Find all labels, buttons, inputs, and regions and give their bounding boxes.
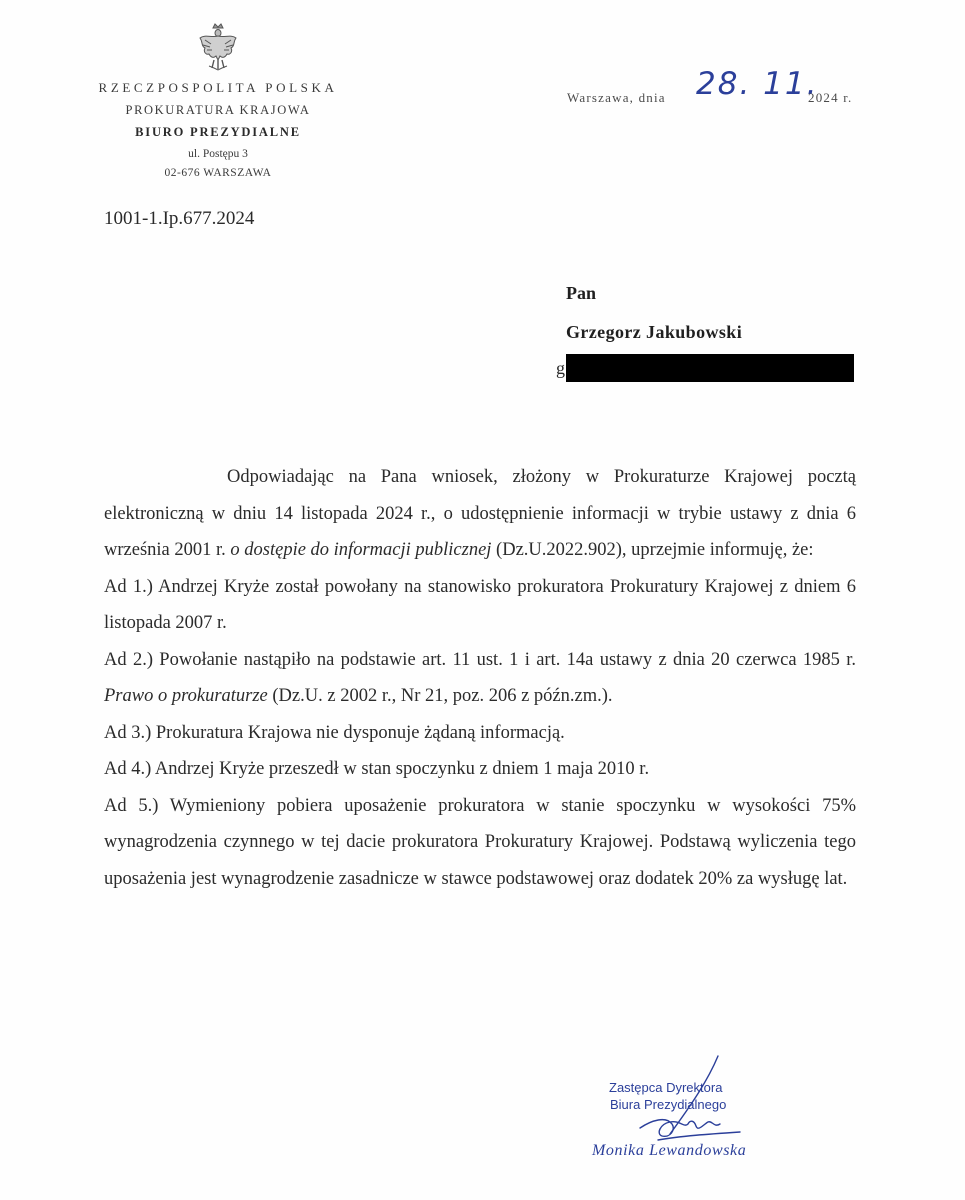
header-country: RZECZPOSPOLITA POLSKA — [98, 80, 338, 95]
recipient-title: Pan — [566, 283, 597, 303]
act-title: o dostępie do informacji publicznej — [230, 540, 492, 560]
recipient-email-fragment: g — [556, 358, 565, 378]
recipient-name: Grzegorz Jakubowski — [566, 322, 743, 342]
header-postcode-city: 02-676 WARSZAWA — [164, 167, 272, 179]
answer-1: Ad 1.) Andrzej Kryże został powołany na stanowisko prokuratora Prokuratury Krajowej z dniem 6 listopada 2007 r. — [104, 576, 856, 633]
stamp-position-line2: Biura Prezydialnego — [610, 1097, 727, 1112]
answer-2: Ad 2.) Powołanie nastąpiło na podstawie art. 11 ust. 1 i art. 14a ustawy z dnia 20 czerwca 1985 r. Prawo o prokuraturze (Dz.U. z 2002 r., Nr 21, poz. 206 z późn.zm.). — [104, 649, 856, 706]
stamp-position-line1: Zastępca Dyrektora — [609, 1080, 723, 1095]
header-office: BIURO PREZYDIALNE — [135, 125, 301, 139]
redaction-bar — [566, 354, 854, 382]
reference-number: 1001-1.Ip.677.2024 — [104, 208, 255, 229]
law-title: Prawo o prokuraturze — [104, 686, 268, 706]
white-eagle-emblem-icon — [197, 22, 239, 72]
header-street: ul. Postępu 3 — [188, 148, 248, 160]
intro-paragraph: Odpowiadając na Pana wniosek, złożony w Prokuraturze Krajowej pocztą elektroniczną w dniu 14 listopada 2024 r., o udostępnienie informacji w trybie ustawy z dnia 6 września 2001 r. o dostępie do informacji publicznej (Dz.U.2022.902), uprzejmie informuję, że: — [104, 467, 856, 560]
letter-body — [104, 459, 856, 897]
header-institution: PROKURATURA KRAJOWA — [125, 103, 311, 117]
date-handwritten: 28. 11. — [696, 66, 819, 102]
signer-name: Monika Lewandowska — [592, 1142, 747, 1159]
date-prefix: Warszawa, dnia — [567, 90, 666, 105]
answer-4: Ad 4.) Andrzej Kryże przeszedł w stan spoczynku z dniem 1 maja 2010 r. — [104, 759, 650, 779]
date-year: 2024 r. — [808, 90, 853, 105]
answer-3: Ad 3.) Prokuratura Krajowa nie dysponuje żądaną informacją. — [104, 722, 565, 743]
answer-5: Ad 5.) Wymieniony pobiera uposażenie prokuratora w stanie spoczynku w wysokości 75% wynagrodzenia czynnego w tej dacie prokuratora Prokuratury Krajowej. Podstawą wyliczenia tego uposażenia jest wynagrodzenie zasadnicze w stawce podstawowej oraz dodatek 20% za wysługę lat. — [104, 795, 856, 889]
